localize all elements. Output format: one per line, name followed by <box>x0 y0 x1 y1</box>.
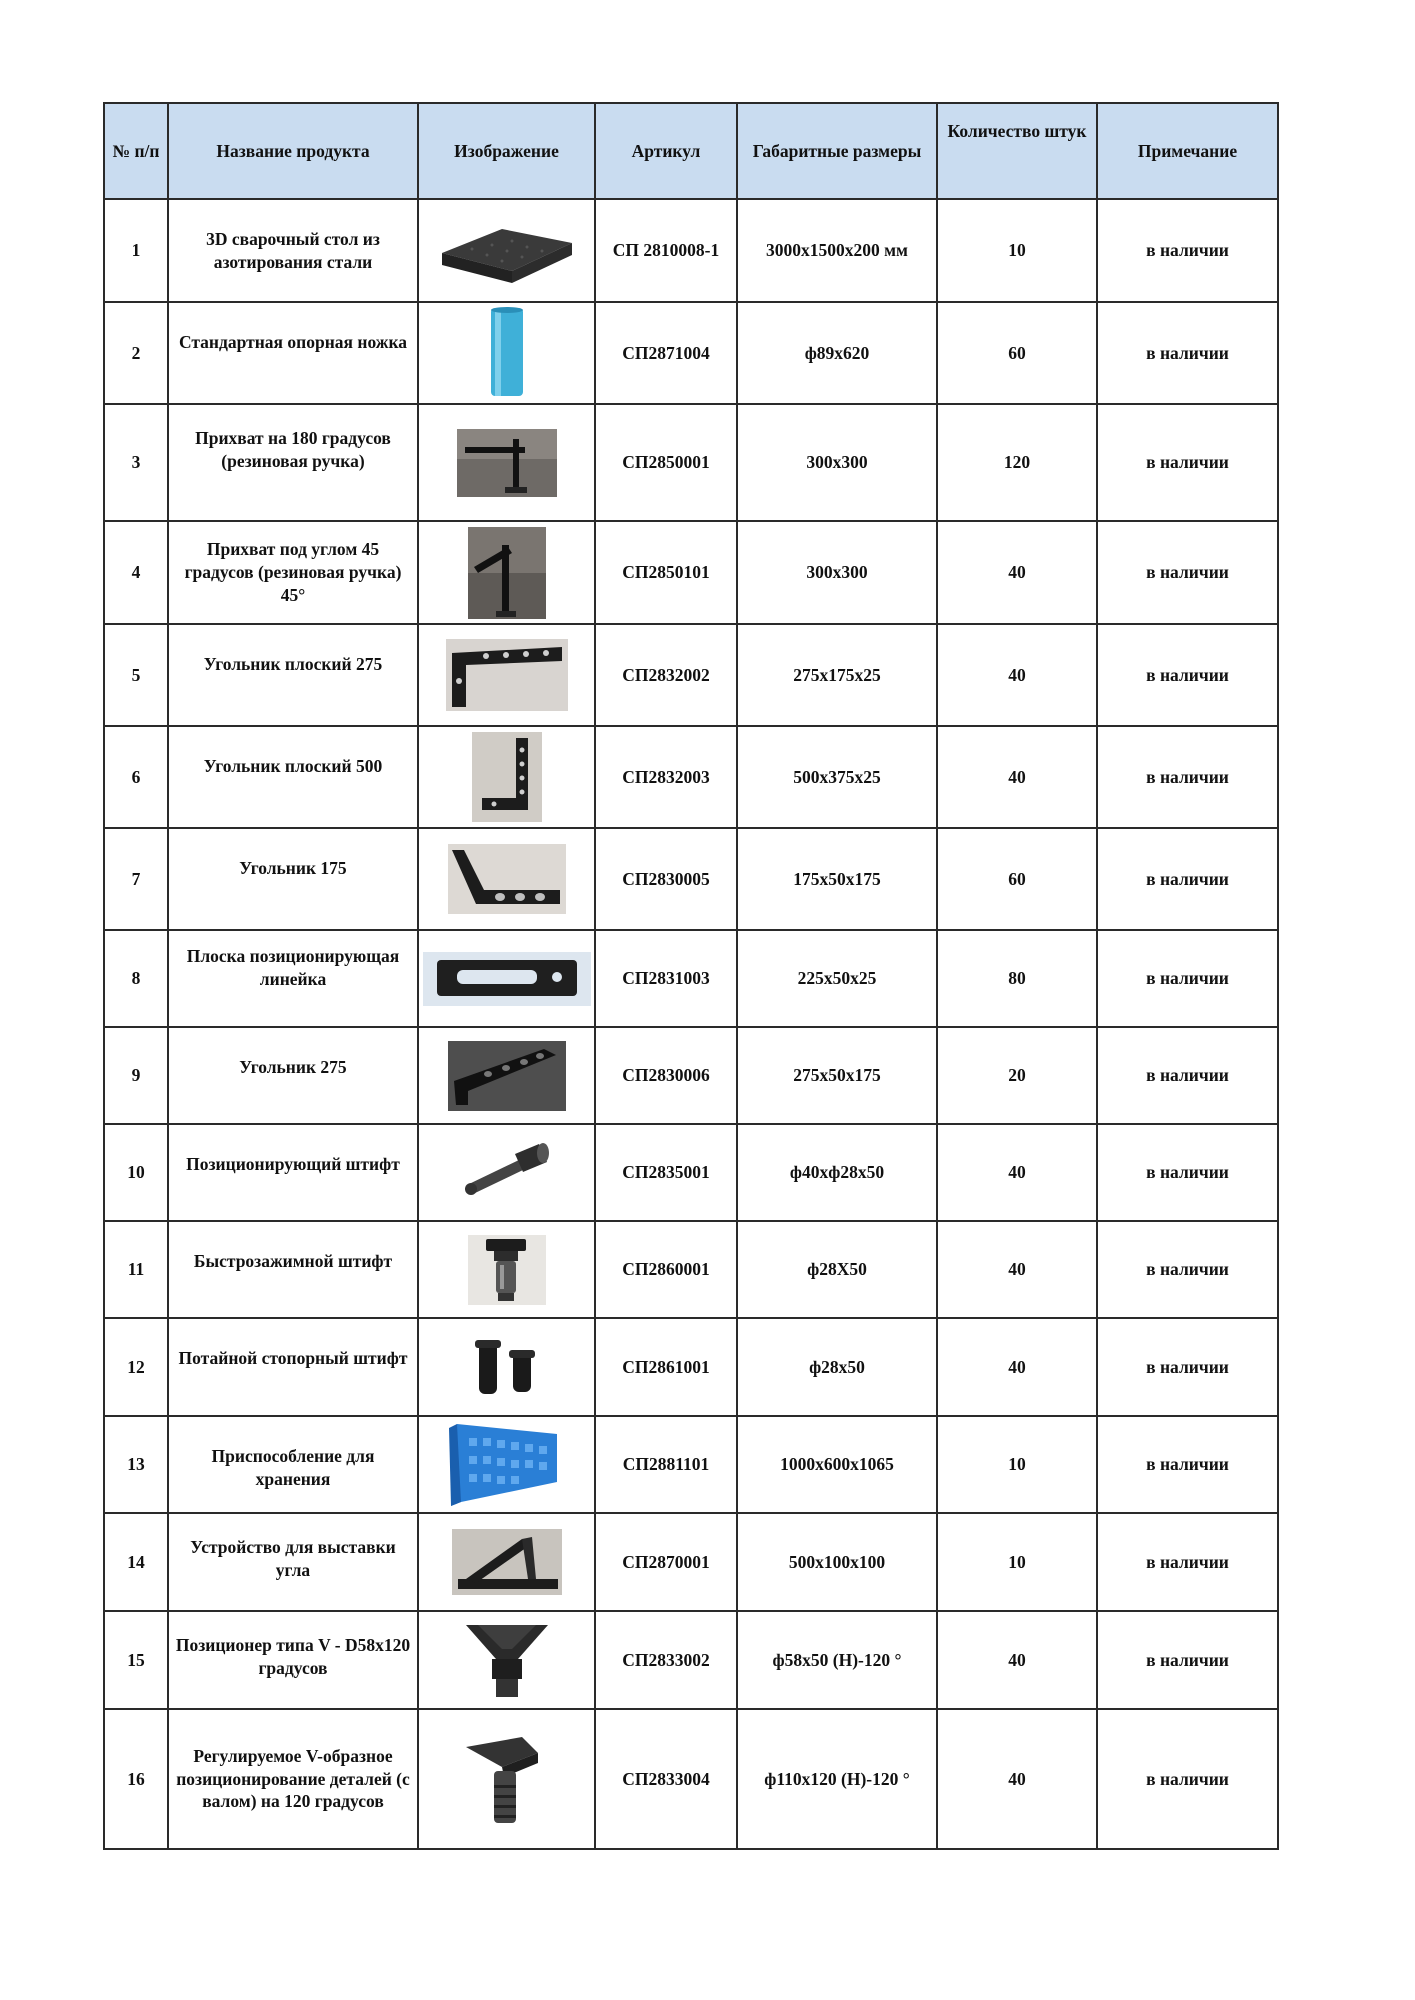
table-row <box>104 1221 1278 1318</box>
row-note: в наличии <box>1097 1709 1278 1849</box>
table-row <box>104 1709 1278 1849</box>
clamp-45-icon <box>468 527 546 619</box>
row-image <box>418 1611 595 1709</box>
row-dims: ф58x50 (H)-120 ° <box>737 1611 937 1709</box>
row-name: 3D сварочный стол из азотирования стали <box>168 199 418 302</box>
row-num: 5 <box>104 624 168 726</box>
row-num: 9 <box>104 1027 168 1124</box>
row-image <box>418 521 595 624</box>
storage-rack-icon <box>447 1420 567 1510</box>
row-qty: 10 <box>937 1513 1097 1611</box>
table-row <box>104 828 1278 930</box>
row-dims: 175x50x175 <box>737 828 937 930</box>
row-article: СП2830006 <box>595 1027 737 1124</box>
clamp-180-icon <box>457 429 557 497</box>
row-dims: 275x50x175 <box>737 1027 937 1124</box>
row-qty: 40 <box>937 1221 1097 1318</box>
row-name: Угольник 175 <box>168 828 418 930</box>
row-note: в наличии <box>1097 1027 1278 1124</box>
row-name: Плоска позиционирующая линейка <box>168 930 418 1027</box>
row-dims: ф28X50 <box>737 1221 937 1318</box>
row-name: Угольник плоский 500 <box>168 726 418 828</box>
row-dims: ф28x50 <box>737 1318 937 1416</box>
row-name: Прихват под углом 45 градусов (резиновая ручка) 45° <box>168 521 418 624</box>
table-row <box>104 521 1278 624</box>
row-name: Позиционирующий штифт <box>168 1124 418 1221</box>
row-qty: 60 <box>937 302 1097 404</box>
row-name: Быстрозажимной штифт <box>168 1221 418 1318</box>
row-note: в наличии <box>1097 302 1278 404</box>
row-image <box>418 1124 595 1221</box>
v-positioner-icon <box>462 1619 552 1701</box>
row-note: в наличии <box>1097 1611 1278 1709</box>
row-num: 10 <box>104 1124 168 1221</box>
row-article: СП2832003 <box>595 726 737 828</box>
row-image <box>418 624 595 726</box>
row-dims: ф89x620 <box>737 302 937 404</box>
row-image <box>418 1221 595 1318</box>
row-name: Устройство для выставки угла <box>168 1513 418 1611</box>
row-article: СП2860001 <box>595 1221 737 1318</box>
locking-pin-icon <box>467 1336 547 1398</box>
row-name: Угольник плоский 275 <box>168 624 418 726</box>
row-article: СП2870001 <box>595 1513 737 1611</box>
row-note: в наличии <box>1097 1124 1278 1221</box>
row-qty: 10 <box>937 199 1097 302</box>
row-note: в наличии <box>1097 726 1278 828</box>
positioning-pin-icon <box>459 1140 555 1206</box>
row-dims: ф110x120 (H)-120 ° <box>737 1709 937 1849</box>
row-qty: 40 <box>937 624 1097 726</box>
angle-275-icon <box>448 1041 566 1111</box>
row-image <box>418 1513 595 1611</box>
adjustable-v-positioner-icon <box>462 1727 552 1831</box>
header-dims: Габаритные размеры <box>737 103 937 199</box>
table-row <box>104 1513 1278 1611</box>
table-row <box>104 302 1278 404</box>
row-article: СП2832002 <box>595 624 737 726</box>
row-dims: 300x300 <box>737 404 937 521</box>
row-name: Угольник 275 <box>168 1027 418 1124</box>
header-article: Артикул <box>595 103 737 199</box>
table-row <box>104 1416 1278 1513</box>
row-image <box>418 1318 595 1416</box>
angle-setter-icon <box>452 1529 562 1595</box>
row-image <box>418 404 595 521</box>
table-header-row <box>104 103 1278 199</box>
row-num: 13 <box>104 1416 168 1513</box>
row-dims: 275x175x25 <box>737 624 937 726</box>
row-image <box>418 1027 595 1124</box>
table-row <box>104 199 1278 302</box>
row-dims: 300x300 <box>737 521 937 624</box>
row-image <box>418 199 595 302</box>
row-num: 7 <box>104 828 168 930</box>
row-image <box>418 930 595 1027</box>
table-row <box>104 1027 1278 1124</box>
support-leg-icon <box>467 306 547 400</box>
product-table <box>103 102 1279 1850</box>
row-note: в наличии <box>1097 828 1278 930</box>
row-name: Приспособление для хранения <box>168 1416 418 1513</box>
header-note: Примечание <box>1097 103 1278 199</box>
row-image <box>418 726 595 828</box>
row-num: 8 <box>104 930 168 1027</box>
row-name: Стандартная опорная ножка <box>168 302 418 404</box>
row-article: СП2835001 <box>595 1124 737 1221</box>
row-name: Позиционер типа V - D58x120 градусов <box>168 1611 418 1709</box>
row-num: 15 <box>104 1611 168 1709</box>
table-row <box>104 1318 1278 1416</box>
table-row <box>104 726 1278 828</box>
row-num: 12 <box>104 1318 168 1416</box>
row-note: в наличии <box>1097 404 1278 521</box>
row-article: СП2881101 <box>595 1416 737 1513</box>
table-row <box>104 404 1278 521</box>
row-image <box>418 302 595 404</box>
row-article: СП2830005 <box>595 828 737 930</box>
row-article: СП2861001 <box>595 1318 737 1416</box>
row-num: 3 <box>104 404 168 521</box>
row-qty: 40 <box>937 1124 1097 1221</box>
row-note: в наличии <box>1097 199 1278 302</box>
row-qty: 120 <box>937 404 1097 521</box>
table-row <box>104 1611 1278 1709</box>
row-article: СП2833002 <box>595 1611 737 1709</box>
row-num: 4 <box>104 521 168 624</box>
row-dims: ф40xф28x50 <box>737 1124 937 1221</box>
quick-clamp-pin-icon <box>468 1235 546 1305</box>
row-qty: 40 <box>937 1318 1097 1416</box>
angle-175-icon <box>448 844 566 914</box>
row-qty: 40 <box>937 521 1097 624</box>
header-qty: Количество штук <box>937 103 1097 199</box>
row-name: Потайной стопорный штифт <box>168 1318 418 1416</box>
row-qty: 80 <box>937 930 1097 1027</box>
flat-square-500-icon <box>472 732 542 822</box>
row-qty: 40 <box>937 726 1097 828</box>
row-dims: 225x50x25 <box>737 930 937 1027</box>
row-article: СП2850101 <box>595 521 737 624</box>
flat-square-275-icon <box>446 639 568 711</box>
row-image <box>418 1709 595 1849</box>
row-num: 14 <box>104 1513 168 1611</box>
header-num: № п/п <box>104 103 168 199</box>
row-num: 2 <box>104 302 168 404</box>
row-image <box>418 828 595 930</box>
row-qty: 60 <box>937 828 1097 930</box>
row-note: в наличии <box>1097 1416 1278 1513</box>
row-dims: 3000x1500x200 мм <box>737 199 937 302</box>
row-image <box>418 1416 595 1513</box>
row-note: в наличии <box>1097 521 1278 624</box>
header-image: Изображение <box>418 103 595 199</box>
positioning-ruler-icon <box>423 952 591 1006</box>
row-qty: 20 <box>937 1027 1097 1124</box>
row-note: в наличии <box>1097 930 1278 1027</box>
row-article: СП 2810008-1 <box>595 199 737 302</box>
table-row <box>104 930 1278 1027</box>
row-article: СП2833004 <box>595 1709 737 1849</box>
row-note: в наличии <box>1097 1318 1278 1416</box>
row-num: 16 <box>104 1709 168 1849</box>
row-article: СП2831003 <box>595 930 737 1027</box>
row-qty: 10 <box>937 1416 1097 1513</box>
row-note: в наличии <box>1097 1221 1278 1318</box>
table-row <box>104 624 1278 726</box>
row-dims: 500x375x25 <box>737 726 937 828</box>
row-num: 6 <box>104 726 168 828</box>
row-article: СП2850001 <box>595 404 737 521</box>
row-name: Прихват на 180 градусов (резиновая ручка) <box>168 404 418 521</box>
header-name: Название продукта <box>168 103 418 199</box>
row-num: 1 <box>104 199 168 302</box>
row-dims: 1000x600x1065 <box>737 1416 937 1513</box>
row-note: в наличии <box>1097 624 1278 726</box>
row-dims: 500x100x100 <box>737 1513 937 1611</box>
row-note: в наличии <box>1097 1513 1278 1611</box>
table-row <box>104 1124 1278 1221</box>
row-article: СП2871004 <box>595 302 737 404</box>
row-name: Регулируемое V-образное позиционирование деталей (с валом) на 120 градусов <box>168 1709 418 1849</box>
row-qty: 40 <box>937 1611 1097 1709</box>
row-num: 11 <box>104 1221 168 1318</box>
welding-table-icon <box>432 211 582 291</box>
row-qty: 40 <box>937 1709 1097 1849</box>
